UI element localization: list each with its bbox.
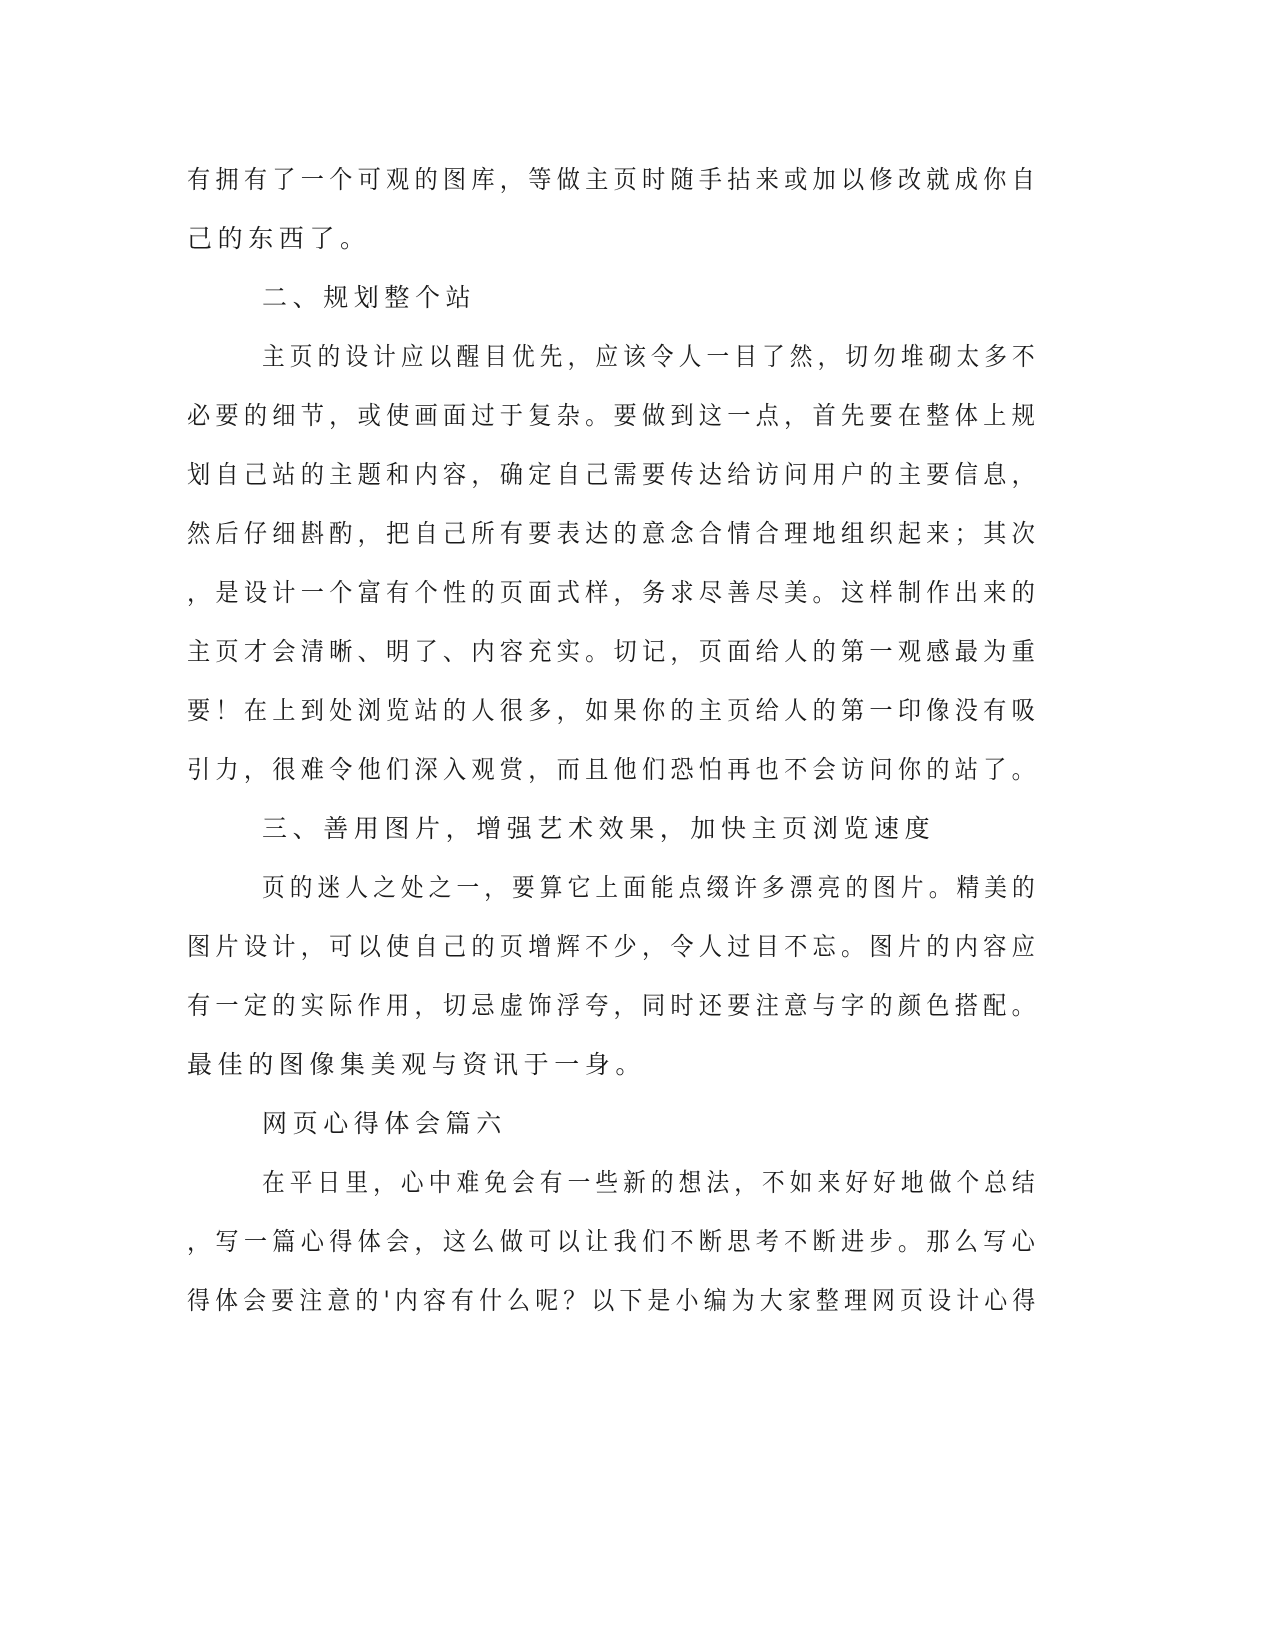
text-line: 主页才会清晰、明了、内容充实。切记，页面给人的第一观感最为重 (187, 637, 1041, 666)
text-line: 页的迷人之处之一，要算它上面能点缀许多漂亮的图片。精美的 (262, 873, 1040, 902)
text-line: 划自己站的主题和内容，确定自己需要传达给访问用户的主要信息， (187, 460, 1041, 489)
text-line: 必要的细节，或使画面过于复杂。要做到这一点，首先要在整体上规 (187, 401, 1041, 430)
text-line: 最佳的图像集美观与资讯于一身。 (187, 1050, 647, 1079)
text-line: ，是设计一个富有个性的页面式样，务求尽善尽美。这样制作出来的 (187, 578, 1041, 607)
text-line: 己的东西了。 (187, 224, 371, 253)
text-line: 主页的设计应以醒目优先，应该令人一目了然，切勿堆砌太多不 (262, 342, 1040, 371)
text-line: 在平日里，心中难免会有一些新的想法，不如来好好地做个总结 (262, 1168, 1040, 1197)
text-line: 要！在上到处浏览站的人很多，如果你的主页给人的第一印像没有吸 (187, 696, 1041, 725)
section-heading: 网页心得体会篇六 (262, 1109, 507, 1138)
section-heading: 三、善用图片，增强艺术效果，加快主页浏览速度 (262, 814, 936, 843)
text-line: 有一定的实际作用，切忌虚饰浮夸，同时还要注意与字的颜色搭配。 (187, 991, 1041, 1020)
section-heading: 二、规划整个站 (262, 283, 477, 312)
text-line: 图片设计，可以使自己的页增辉不少，令人过目不忘。图片的内容应 (187, 932, 1041, 961)
text-line: 引力，很难令他们深入观赏，而且他们恐怕再也不会访问你的站了。 (187, 755, 1041, 784)
text-line: 得体会要注意的'内容有什么呢？以下是小编为大家整理网页设计心得 (187, 1286, 1041, 1315)
text-line: 然后仔细斟酌，把自己所有要表达的意念合情合理地组织起来；其次 (187, 519, 1041, 548)
text-line: 有拥有了一个可观的图库，等做主页时随手拈来或加以修改就成你自 (187, 165, 1041, 194)
text-line: ，写一篇心得体会，这么做可以让我们不断思考不断进步。那么写心 (187, 1227, 1041, 1256)
